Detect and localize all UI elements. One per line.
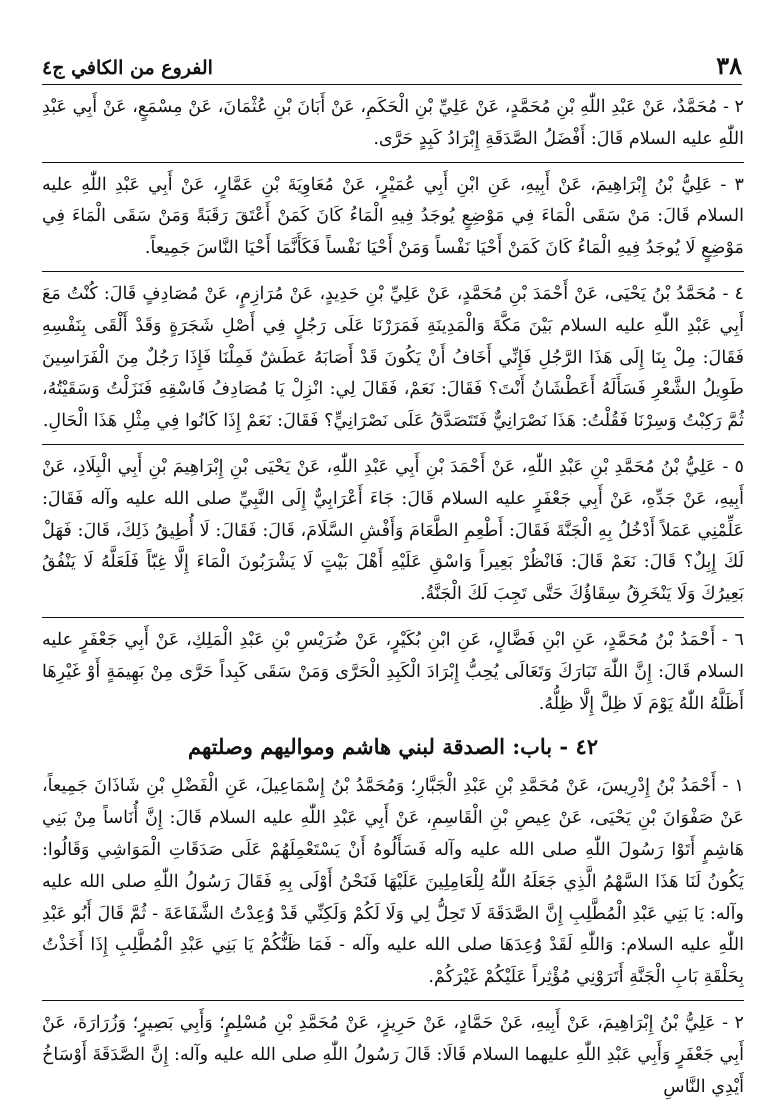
hadith-5: ٥ - عَلِيُّ بْنُ مُحَمَّدِ بْنِ عَبْدِ اللّٰهِ، عَنْ أَحْمَدَ بْنِ أَبِي عَبْدِ اللّٰهِ، عَنْ يَحْيَى بْنِ إِبْرَاهِيمَ بْنِ أَبِي الْبِلَادِ، عَنْ أَبِيهِ، عَنْ جَدِّهِ، عَنْ أَبِي جَعْفَرٍ عليه السلام قَالَ: جَاءَ أَعْرَابِيٌّ إِلَى النَّبِيِّ صلى الله عليه وآله فَقَالَ: عَلِّمْنِي عَمَلاً أَدْخُلُ بِهِ الْجَنَّةَ فَقَالَ: أَطْعِمِ الطَّعَامَ وَأَفْشِ السَّلَامَ، قَالَ: فَقَالَ: لَا أُطِيقُ ذَلِكَ، قَالَ: فَهَلْ لَكَ إِبِلٌ؟ قَالَ: نَعَمْ قَالَ: فَانْظُرْ بَعِيراً وَاسْقِ عَلَيْهِ أَهْلَ بَيْتٍ لَا يَشْرَبُونَ الْمَاءَ إِلَّا غِبّاً فَلَعَلَّهُ لَا يَنْفُقُ بَعِيرُكَ وَلَا يَنْخَرِقُ سِقَاؤُكَ حَتَّى تَجِبَ لَكَ الْجَنَّةُ. xyxy=(42,456,744,605)
page-body xyxy=(42,92,744,1103)
chapter-title: ٤٢ - باب: الصدقة لبني هاشم ومواليهم وصلتهم xyxy=(188,734,598,760)
hadith-4: ٤ - مُحَمَّدُ بْنُ يَحْيَى، عَنْ أَحْمَدَ بْنِ مُحَمَّدٍ، عَنْ عَلِيِّ بْنِ حَدِيدٍ، عَنْ مُرَازِمٍ، عَنْ مُصَادِفٍ قَالَ: كُنْتُ مَعَ أَبِي عَبْدِ اللّٰهِ عليه السلام بَيْنَ مَكَّةَ وَالْمَدِينَةِ فَمَرَرْنَا عَلَى رَجُلٍ فِي أَصْلِ شَجَرَةٍ وَقَدْ أَلْقَى بِنَفْسِهِ فَقَالَ: مِلْ بِنَا إِلَى هَذَا الرَّجُلِ فَإِنِّي أَخَافُ أَنْ يَكُونَ قَدْ أَصَابَهُ عَطَشٌ فَمِلْنَا فَإِذَا رَجُلٌ مِنَ الْفَرَاسِينَ طَوِيلُ الشَّعْرِ فَسَأَلَهُ أَعَطْشَانُ أَنْتَ؟ فَقَالَ: نَعَمْ، فَقَالَ لِي: انْزِلْ يَا مُصَادِفُ فَاسْقِهِ فَنَزَلْتُ وَسَقَيْتُهُ، ثُمَّ رَكِبْتُ وَسِرْنَا فَقُلْتُ: هَذَا نَصْرَانِيٌّ فَتَتَصَدَّقُ عَلَى نَصْرَانِيٍّ؟ فَقَالَ: نَعَمْ إِذَا كَانُوا فِي مِثْلِ هَذَا الْحَالِ. xyxy=(42,283,744,432)
hadith-6: ٦ - أَحْمَدُ بْنُ مُحَمَّدٍ، عَنِ ابْنِ فَضَّالٍ، عَنِ ابْنِ بُكَيْرٍ، عَنْ ضُرَيْسِ بْنِ عَبْدِ الْمَلِكِ، عَنْ أَبِي جَعْفَرٍ عليه السلام قَالَ: إِنَّ اللّٰهَ تَبَارَكَ وَتَعَالَى يُحِبُّ إِبْرَادَ الْكَبِدِ الْحَرَّى وَمَنْ سَقَى كَبِداً حَرَّى مِنْ بَهِيمَةٍ أَوْ غَيْرِهَا أَظَلَّهُ اللّٰهُ يَوْمَ لَا ظِلَّ إِلَّا ظِلُّهُ. xyxy=(42,629,744,714)
divider xyxy=(42,617,744,618)
divider xyxy=(42,444,744,445)
divider xyxy=(42,1000,744,1001)
page-header xyxy=(42,34,742,85)
book-title: الفروع من الكافي ج٤ xyxy=(42,57,213,79)
page-number: ٣٨ xyxy=(716,51,742,80)
hadith-2: ٢ - مُحَمَّدٌ، عَنْ عَبْدِ اللّٰهِ بْنِ مُحَمَّدٍ، عَنْ عَلِيِّ بْنِ الْحَكَمِ، عَنْ أَبَانَ بْنِ عُثْمَانَ، عَنْ مِسْمَعٍ، عَنْ أَبِي عَبْدِ اللّٰهِ عليه السلام قَالَ: أَفْضَلُ الصَّدَقَةِ إِبْرَادُ كَبِدٍ حَرَّى. xyxy=(42,97,744,149)
hadith-3: ٣ - عَلِيُّ بْنُ إِبْرَاهِيمَ، عَنْ أَبِيهِ، عَنِ ابْنِ أَبِي عُمَيْرٍ، عَنْ مُعَاوِيَةَ بْنِ عَمَّارٍ، عَنْ أَبِي عَبْدِ اللّٰهِ عليه السلام قَالَ: مَنْ سَقَى الْمَاءَ فِي مَوْضِعٍ يُوجَدُ فِيهِ الْمَاءُ كَانَ كَمَنْ أَعْتَقَ رَقَبَةً وَمَنْ سَقَى الْمَاءَ فِي مَوْضِعٍ لَا يُوجَدُ فِيهِ الْمَاءُ كَانَ كَمَنْ أَحْيَا نَفْساً وَمَنْ أَحْيَا نَفْساً فَكَأَنَّمَا أَحْيَا النَّاسَ جَمِيعاً. xyxy=(42,174,744,259)
chapter-hadith-2: ٢ - عَلِيُّ بْنُ إِبْرَاهِيمَ، عَنْ أَبِيهِ، عَنْ حَمَّادٍ، عَنْ حَرِيزٍ، عَنْ مُحَمَّدِ بْنِ مُسْلِمٍ؛ وَأَبِي بَصِيرٍ؛ وَزُرَارَةَ، عَنْ أَبِي جَعْفَرٍ وَأَبِي عَبْدِ اللّٰهِ عليهما السلام قَالَا: قَالَ رَسُولُ اللّٰهِ صلى الله عليه وآله: إِنَّ الصَّدَقَةَ أَوْسَاخُ أَيْدِي النَّاسِ xyxy=(42,1012,744,1097)
chapter-hadith-1: ١ - أَحْمَدُ بْنُ إِدْرِيسَ، عَنْ مُحَمَّدِ بْنِ عَبْدِ الْجَبَّارِ؛ وَمُحَمَّدُ بْنُ إِسْمَاعِيلَ، عَنِ الْفَضْلِ بْنِ شَاذَانَ جَمِيعاً، عَنْ صَفْوَانَ بْنِ يَحْيَى، عَنْ عِيصِ بْنِ الْقَاسِمِ، عَنْ أَبِي عَبْدِ اللّٰهِ عليه السلام قَالَ: إِنَّ أُنَاساً مِنْ بَنِي هَاشِمٍ أَتَوْا رَسُولَ اللّٰهِ صلى الله عليه وآله فَسَأَلُوهُ أَنْ يَسْتَعْمِلَهُمْ عَلَى صَدَقَاتِ الْمَوَاشِي وَقَالُوا: يَكُونُ لَنَا هَذَا السَّهْمُ الَّذِي جَعَلَهُ اللّٰهُ لِلْعَامِلِينَ عَلَيْهَا فَنَحْنُ أَوْلَى بِهِ فَقَالَ رَسُولُ اللّٰهِ صلى الله عليه وآله: يَا بَنِي عَبْدِ الْمُطَّلِبِ إِنَّ الصَّدَقَةَ لَا تَحِلُّ لِي وَلَا لَكُمْ وَلَكِنِّي قَدْ وُعِدْتُ الشَّفَاعَةَ - ثُمَّ قَالَ أَبُو عَبْدِ اللّٰهِ عليه السلام: وَاللّٰهِ لَقَدْ وُعِدَهَا صلى الله عليه وآله - فَمَا ظَنُّكُمْ يَا بَنِي عَبْدِ الْمُطَّلِبِ إِذَا أَخَذْتُ بِحَلْقَةِ بَابِ الْجَنَّةِ أَتَرَوْنِي مُؤْثِراً عَلَيْكُمْ غَيْرَكُمْ. xyxy=(42,776,744,988)
divider xyxy=(42,162,744,163)
divider xyxy=(42,271,744,272)
